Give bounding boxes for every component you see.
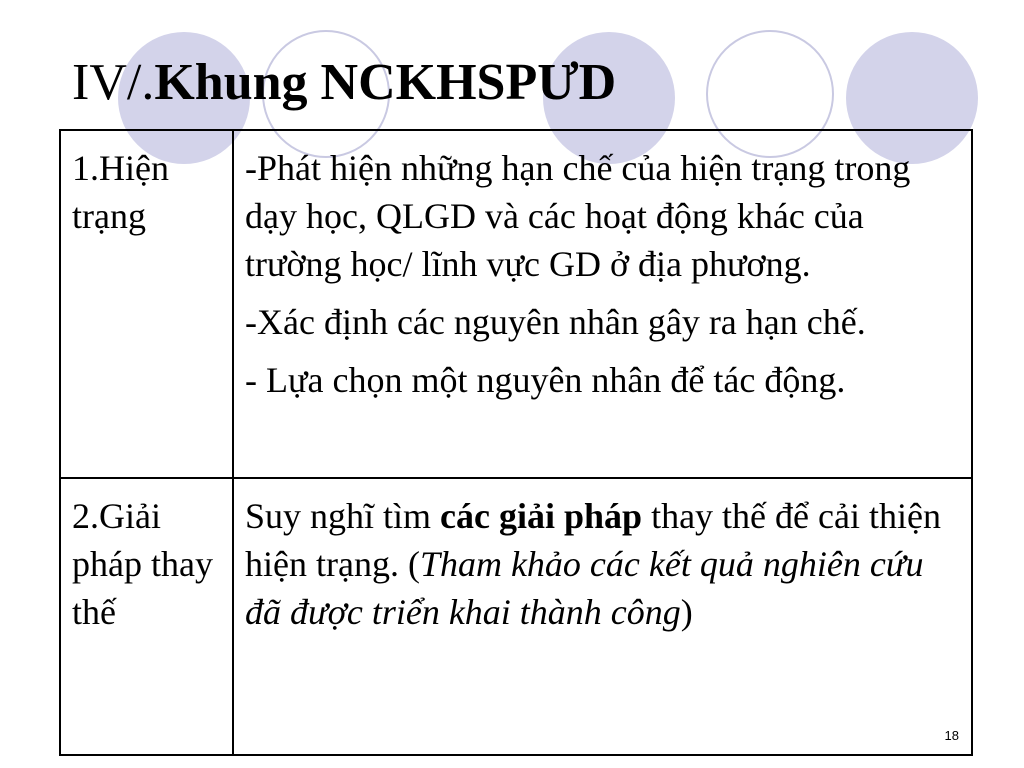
content-paragraph: -Phát hiện những hạn chế của hiện trạng trong dạy học, QLGD và các hoạt động khác của trường học/ lĩnh vực GD ở địa phương. — [245, 148, 911, 284]
bold-phrase: các giải pháp — [440, 496, 643, 536]
content-paragraph — [245, 492, 963, 636]
text-segment: ) — [680, 592, 693, 632]
row-content-current-state — [233, 130, 972, 478]
row-header-current-state: 1.Hiện trạng — [60, 130, 233, 478]
text-segment: Suy nghĩ tìm — [245, 496, 441, 536]
row-header-alternative-solution: 2.Giải pháp thay thế — [60, 478, 233, 755]
content-paragraph: -Xác định các nguyên nhân gây ra hạn chế. — [245, 302, 866, 342]
title-main: Khung NCKHSPƯD — [154, 54, 617, 111]
page-number: 18 — [944, 728, 959, 743]
italic-phrase: Tham khảo các kết quả nghiên cứu đã được triển khai thành công — [245, 544, 924, 632]
content-paragraph: - Lựa chọn một nguyên nhân để tác động. — [245, 360, 846, 400]
title-prefix: IV/. — [72, 54, 155, 111]
table-row — [60, 130, 972, 478]
text-segment: thay thế để cải thiện hiện trạng. ( — [245, 496, 941, 584]
framework-table — [59, 129, 973, 756]
row-content-alternative-solution — [233, 478, 972, 755]
table-row — [60, 478, 972, 755]
slide-title — [72, 52, 616, 114]
